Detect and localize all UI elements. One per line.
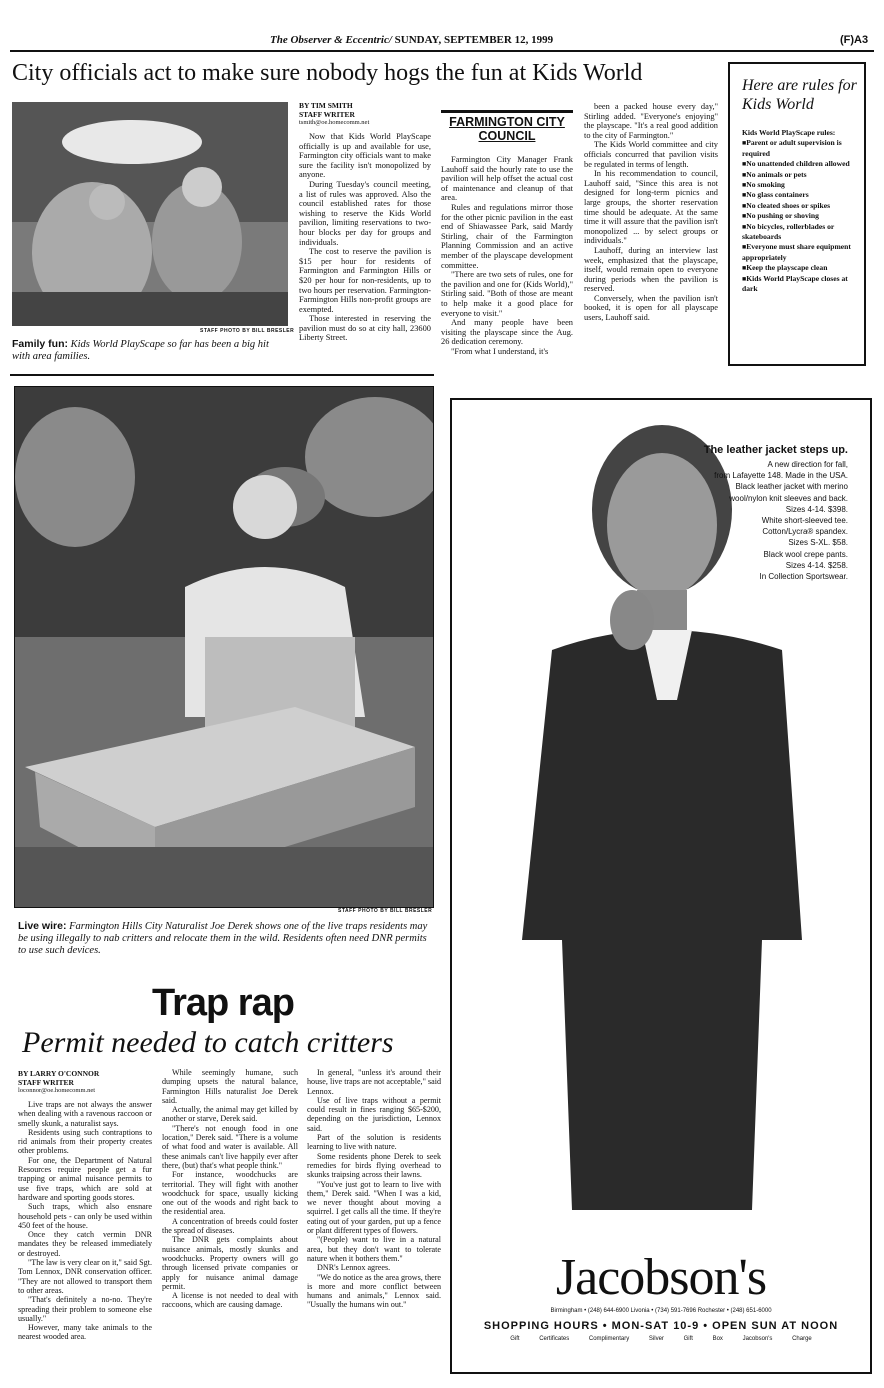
paragraph: Now that Kids World PlayScape officially is up and available for use, Farmington city officials want to make sure the facility isn't monopolized by anyone. bbox=[299, 132, 431, 180]
byline-email: tsmith@oe.homecomm.net bbox=[299, 119, 370, 126]
family-fun-photo bbox=[12, 102, 288, 326]
paragraph: Once they catch vermin DNR mandates they be released immediately or destroyed. bbox=[18, 1230, 152, 1258]
story2-headline: Trap rap bbox=[152, 982, 294, 1024]
paragraph: "The law is very clear on it," said Sgt. Tom Lennox, DNR conservation officer. "They are not allowed to transport them to other areas. bbox=[18, 1258, 152, 1295]
ad-line: Sizes 4-14. $258. bbox=[785, 560, 848, 570]
caption-label: Live wire: bbox=[18, 920, 67, 932]
byline-name: BY TIM SMITH bbox=[299, 101, 353, 110]
paragraph: "You've just got to learn to live with them," Derek said. "When I was a kid, we never thought about moving a squirrel. I get calls all the time. If they're eating out of your garden, put up a fence or plant different types of flowers. bbox=[307, 1179, 441, 1236]
service-item: Gift Certificates bbox=[510, 1336, 570, 1342]
caption-label: Family fun: bbox=[12, 338, 69, 350]
paragraph: The DNR gets complaints about nuisance animals, mostly skunks and woodchucks. Property owners will go through licensed private companies or apply for nuisance animal damage permit. bbox=[162, 1235, 298, 1291]
rule-item: ■ No pushing or shoving bbox=[742, 211, 858, 221]
ad-description bbox=[608, 459, 848, 582]
paragraph: While seemingly humane, such dumping upsets the natural balance, Farmington Hills naturalist Joe Derek said. bbox=[162, 1068, 298, 1105]
paragraph: Live traps are not always the answer when dealing with a ravenous raccoon or smelly skunk, a naturalist says. bbox=[18, 1100, 152, 1128]
story2-column-3 bbox=[307, 1068, 441, 1310]
byline-email: loconnor@oe.homecomm.net bbox=[18, 1087, 96, 1094]
photo-credit: STAFF PHOTO BY BILL BRESLER bbox=[338, 908, 433, 914]
rule-item: ■ No unattended children allowed bbox=[742, 159, 858, 169]
rule-item: ■ No glass containers bbox=[742, 190, 858, 200]
issue-date: SUNDAY, SEPTEMBER 12, 1999 bbox=[394, 34, 554, 46]
trap-caption bbox=[18, 920, 432, 957]
ad-line: Cotton/Lycra® spandex. bbox=[762, 527, 848, 537]
paragraph: Residents using such contraptions to rid animals from their property creates other problems. bbox=[18, 1127, 152, 1156]
paragraph: However, many take animals to the nearest wooded area. bbox=[18, 1323, 152, 1342]
paragraph: DNR's Lennox agrees. bbox=[317, 1263, 391, 1273]
rule-item: ■ No bicycles, rollerblades or skateboards bbox=[742, 222, 858, 243]
paragraph: During Tuesday's council meeting, a list of rules was approved. Also the council established rates for those wishing to reserve the Kids World pavilion, limiting reservations to two-hour blocks per day for groups and individuals. bbox=[299, 179, 431, 247]
rules-sidebar bbox=[728, 62, 866, 366]
paragraph: In general, "unless it's around their house, live traps are not acceptable," said Lennox. bbox=[307, 1068, 441, 1096]
paper-name: The Observer & Eccentric/ bbox=[270, 34, 392, 46]
paragraph: Some residents phone Derek to seek remedies for birds flying overhead to skunks traipsing across their lawns. bbox=[307, 1151, 441, 1180]
ad-line: In Collection Sportswear. bbox=[759, 572, 848, 582]
paragraph: Part of the solution is residents learning to live with nature. bbox=[307, 1133, 441, 1152]
byline-title: STAFF WRITER bbox=[299, 109, 355, 119]
story1-column-3 bbox=[584, 102, 718, 323]
jacobsons-logo: Jacobson's bbox=[555, 1249, 767, 1306]
paragraph: Lauhoff, during an interview last week, emphasized that the playscape, itself, would remain open to everyone during periods when the pavilion is reserved. bbox=[584, 245, 718, 294]
ad-title: The leather jacket steps up. bbox=[703, 444, 848, 456]
paragraph: "We do notice as the area grows, there is more and more conflict between humans and animals," Lennox said. "Usually the humans win out." bbox=[307, 1272, 442, 1310]
rule-item: ■ Kids World PlayScape closes at dark bbox=[742, 274, 858, 295]
kicker-text: FARMINGTON CITY COUNCIL bbox=[449, 115, 565, 143]
paragraph: "That's definitely a no-no. They're spreading their problem to someone else usually." bbox=[18, 1295, 152, 1323]
paragraph: Conversely, when the pavilion isn't booked, it is open for all playscape users, Lauhoff said. bbox=[584, 293, 718, 323]
service-item: Jacobson's Charge bbox=[742, 1336, 812, 1342]
ad-line: White short-sleeved tee. bbox=[761, 516, 848, 526]
rule-item: ■ No smoking bbox=[742, 180, 858, 190]
live-trap-photo bbox=[14, 386, 434, 908]
rule-item: ■ No animals or pets bbox=[742, 170, 858, 180]
paragraph: A concentration of breeds could foster the spread of diseases. bbox=[162, 1216, 298, 1236]
paragraph: A license is not needed to deal with raccoons, which are causing damage. bbox=[162, 1291, 298, 1310]
rule-item: ■ Keep the playscape clean bbox=[742, 263, 858, 273]
story2-byline bbox=[18, 1070, 152, 1096]
shopping-hours: SHOPPING HOURS • MON-SAT 10-9 • OPEN SUN AT NOON bbox=[483, 1320, 839, 1332]
paragraph: Those interested in reserving the pavilion must do so at city hall, 23600 Liberty Street. bbox=[299, 314, 431, 343]
ad-line: A new direction for fall, bbox=[767, 460, 848, 469]
paragraph: And many people have been visiting the playscape since the Aug. 26 dedication ceremony. bbox=[441, 318, 573, 347]
ad-copy bbox=[608, 444, 848, 582]
ad-line: from Lafayette 148. Made in the USA. bbox=[714, 471, 848, 481]
service-item: Complimentary Silver Gift Box bbox=[588, 1336, 723, 1342]
paragraph: Rules and regulations mirror those for the other picnic pavilion in the east end of Shiawassee Park, said Mardy Stirling, chair of the Farmington Planning Commission and an active member of the playscape development committee. bbox=[441, 202, 573, 270]
story1-column-2 bbox=[441, 155, 573, 356]
paragraph: For one, the Department of Natural Resources require people get a fur trapping or animal nuisance permits to use five traps, which are sold at hardware and sporting goods stores. bbox=[18, 1155, 152, 1202]
paragraph: The cost to reserve the pavilion is $15 per hour for residents of Farmington and Farmington Hills or $20 per hour for non-residents, up to two hours per reservation. Farmington-Farmington Hills non-profit groups are exempted. bbox=[299, 247, 431, 314]
rules-intro: Kids World PlayScape rules: bbox=[742, 128, 836, 137]
byline-title: STAFF WRITER bbox=[18, 1077, 74, 1087]
rules-list bbox=[742, 128, 858, 295]
rule-item: ■ Parent or adult supervision is required bbox=[742, 138, 858, 159]
paragraph: been a packed house every day," Stirling added. "Everyone's enjoying" the playscape. "It's a real good addition to the city of Farmington." bbox=[584, 102, 718, 140]
story1-byline bbox=[299, 102, 431, 128]
paragraph: "There are two sets of rules, one for the pavilion and one for (Kids World)," Stirling said. "Both of those are meant to help make it a good place for everyone to visit." bbox=[441, 270, 573, 318]
rule-item: ■ Everyone must share equipment appropriately bbox=[742, 242, 858, 263]
paragraph: In his recommendation to council, Lauhoff said, "Since this area is not designed for long-term picnics and large groups, the shorter reservation time should be adequate. At the same time it will assure that the pavilion isn't monopolized ... by select groups or individuals." bbox=[584, 169, 718, 246]
paragraph: Such traps, which also ensnare household pets - can only be used within 450 feet of the house. bbox=[18, 1202, 152, 1230]
paragraph: "There's not enough food in one location," Derek said. "There is a volume of what food and water is available. All these animals can't live happily ever after there, (but) that's what people think." bbox=[162, 1123, 298, 1170]
ad-line: Sizes 4-14. $398. bbox=[785, 504, 848, 514]
byline-name: BY LARRY O'CONNOR bbox=[18, 1069, 100, 1078]
paragraph: For instance, woodchucks are territorial. They will fight with another woodchuck for space, usually kicking one out of the woods and right back to the residential area. bbox=[162, 1170, 298, 1217]
ad-line: Black wool crepe pants. bbox=[763, 549, 848, 559]
masthead bbox=[270, 34, 553, 46]
store-locations: Birmingham • (248) 644-6900 Livonia • (734) 591-7696 Rochester • (248) 651-6000 bbox=[550, 1308, 772, 1314]
paragraph: The Kids World committee and city officials concurred that pavilion visits be regulated in terms of length. bbox=[584, 140, 718, 169]
caption-text: Kids World PlayScape so far has been a big hit with area families. bbox=[12, 339, 269, 362]
story2-column-2 bbox=[162, 1068, 298, 1310]
story1-column-1 bbox=[299, 132, 431, 343]
paragraph: "From what I understand, it's bbox=[451, 346, 549, 356]
caption-text: Farmington Hills City Naturalist Joe Derek shows one of the live traps residents may be using illegally to nab critters and relocate them in the wild. Residents often need DNR permits to use such devices. bbox=[18, 921, 428, 956]
rules-title: Here are rules for Kids World bbox=[742, 77, 857, 113]
rule-item: ■ No cleated shoes or spikes bbox=[742, 201, 858, 211]
jacobsons-advertisement bbox=[450, 398, 872, 1374]
ad-line: wool/nylon knit sleeves and back. bbox=[729, 493, 848, 503]
section-rule bbox=[10, 374, 434, 376]
photo-caption bbox=[12, 338, 288, 363]
paragraph: "(People) want to live in a natural area, but they don't want to tolerate nature when it bothers them." bbox=[307, 1235, 441, 1263]
paragraph: Farmington City Manager Frank Lauhoff said the hourly rate to use the pavilion will help offset the actual cost of maintenance and cleanup of that area. bbox=[441, 155, 573, 203]
ad-line: Sizes S-XL. $58. bbox=[788, 538, 848, 548]
story1-headline: City officials act to make sure nobody hogs the fun at Kids World bbox=[12, 60, 643, 86]
story2-column-1 bbox=[18, 1100, 152, 1342]
services-list bbox=[452, 1336, 870, 1342]
paragraph: Use of live traps without a permit could result in fines ranging $65-$200, depending on the jurisdiction, Lennox said. bbox=[307, 1095, 441, 1133]
page-number: (F)A3 bbox=[840, 34, 869, 46]
top-rule bbox=[10, 50, 874, 52]
ad-line: Black leather jacket with merino bbox=[735, 482, 848, 492]
story2-deck: Permit needed to catch critters bbox=[22, 1026, 394, 1059]
photo-credit: STAFF PHOTO BY BILL BRESLER bbox=[200, 328, 295, 334]
section-kicker bbox=[441, 110, 573, 143]
paragraph: Actually, the animal may get killed by another or starve, Derek said. bbox=[162, 1105, 298, 1124]
